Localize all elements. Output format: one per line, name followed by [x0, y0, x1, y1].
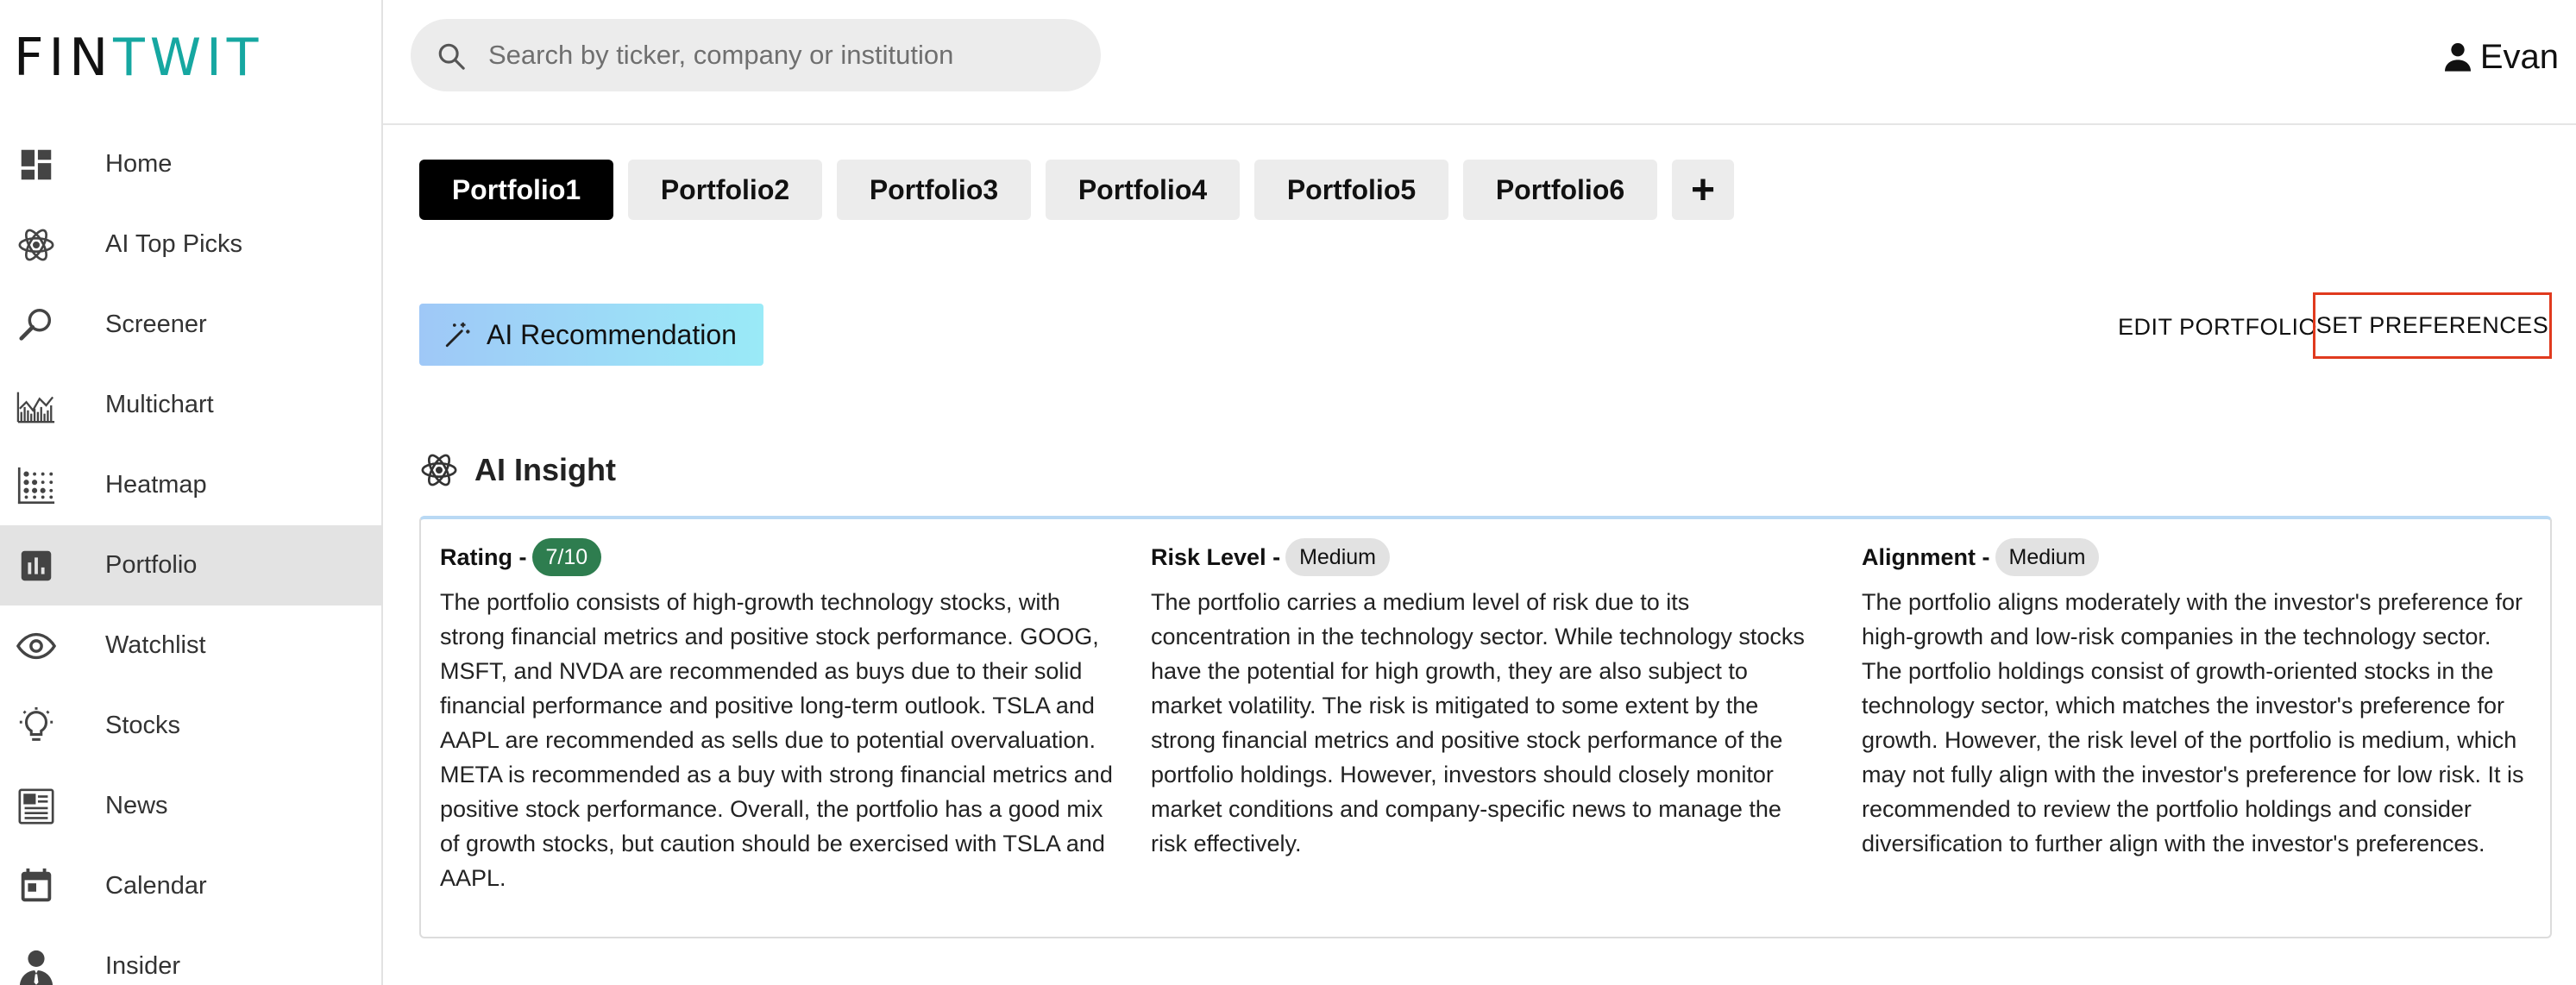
- alignment-header: [1862, 536, 2535, 578]
- tab-portfolio1[interactable]: Portfolio1: [419, 160, 613, 220]
- sidebar-item-news[interactable]: [0, 766, 381, 846]
- magic-wand-icon: [443, 320, 473, 349]
- risk-header: [1151, 536, 1824, 578]
- alignment-column: [1862, 536, 2535, 861]
- tab-portfolio4[interactable]: Portfolio4: [1046, 160, 1240, 220]
- rating-badge: 7/10: [532, 538, 602, 576]
- rating-column: [440, 536, 1113, 895]
- sidebar-item-stocks[interactable]: [0, 686, 381, 766]
- bar-chart-icon: [16, 545, 57, 587]
- calendar-icon: [16, 866, 57, 907]
- logo-part-fin: FIN: [14, 28, 114, 88]
- magnifier-icon: [16, 304, 57, 346]
- rating-text: The portfolio consists of high-growth technology stocks, with strong financial metrics and positive stock performance. GOOG, MSFT, and NVDA are recommended as buys due to their solid financial performance and positive long-term outlook. TSLA and AAPL are recommended as sells due to potential overvaluation. META is recommended as a buy with strong financial metrics and positive stock performance. Overall, the portfolio has a good mix of growth stocks, but caution should be exercised with TSLA and AAPL.: [440, 589, 1113, 891]
- ai-recommendation-label: AI Recommendation: [487, 318, 737, 350]
- dashboard-icon: [16, 144, 57, 185]
- search-icon: [437, 41, 466, 71]
- alignment-text: The portfolio aligns moderately with the investor's preference for high-growth and low-risk companies in the technology sector. The portfolio holdings consist of growth-oriented stocks in the technology sector, which matches the investor's preference for growth. However, the risk level of the portfolio is medium, which may not fully align with the investor's preference for low risk. It is recommended to review the portfolio holdings and consider diversification to further align with the investor's preferences.: [1862, 589, 2524, 856]
- alignment-label: Alignment -: [1862, 543, 1990, 570]
- multichart-icon: [16, 385, 57, 426]
- sidebar-item-label: Stocks: [105, 712, 181, 739]
- rating-header: [440, 536, 1113, 578]
- sidebar-item-multichart[interactable]: [0, 365, 381, 445]
- atom-icon: [419, 450, 459, 490]
- sidebar-item-label: Heatmap: [105, 471, 207, 499]
- sidebar-item-label: Portfolio: [105, 551, 198, 579]
- sidebar-item-insider[interactable]: [0, 926, 381, 985]
- sidebar: [0, 0, 383, 985]
- set-preferences-button[interactable]: SET PREFERENCES: [2313, 292, 2552, 359]
- sidebar-item-label: Insider: [105, 952, 181, 980]
- search-input[interactable]: [488, 19, 1075, 91]
- sidebar-item-label: Calendar: [105, 872, 207, 900]
- logo-part-twit: TWIT: [113, 28, 264, 88]
- tab-portfolio5[interactable]: Portfolio5: [1254, 160, 1448, 220]
- sidebar-item-label: Home: [105, 150, 173, 178]
- user-menu[interactable]: [2441, 35, 2559, 79]
- risk-column: [1151, 536, 1824, 861]
- rating-label: Rating -: [440, 543, 527, 570]
- sidebar-item-label: AI Top Picks: [105, 230, 243, 258]
- sidebar-nav: [0, 124, 381, 985]
- sidebar-item-calendar[interactable]: [0, 846, 381, 926]
- sidebar-item-ai-top-picks[interactable]: [0, 204, 381, 285]
- risk-badge: Medium: [1285, 538, 1390, 576]
- sidebar-item-label: Watchlist: [105, 631, 206, 659]
- ai-recommendation-button[interactable]: [419, 304, 763, 366]
- sidebar-item-heatmap[interactable]: [0, 445, 381, 525]
- tab-portfolio6[interactable]: Portfolio6: [1463, 160, 1657, 220]
- user-icon: [2441, 40, 2475, 74]
- sidebar-item-portfolio[interactable]: [0, 525, 381, 605]
- risk-text: The portfolio carries a medium level of risk due to its concentration in the technology sector. While technology stocks have the potential for high growth, they are also subject to market volatility. The risk is mitigated to some extent by the strong financial metrics and positive stock performance of the portfolio holdings. However, investors should closely monitor market conditions and company-specific news to manage the risk effectively.: [1151, 589, 1805, 856]
- newspaper-icon: [16, 786, 57, 827]
- sidebar-item-watchlist[interactable]: [0, 605, 381, 686]
- atom-icon: [16, 224, 57, 266]
- portfolio-tabs: [419, 160, 1734, 220]
- sidebar-item-label: Screener: [105, 311, 207, 338]
- top-bar: [383, 0, 2576, 125]
- user-name: Evan: [2479, 37, 2559, 76]
- search-bar[interactable]: [411, 19, 1101, 91]
- lightbulb-icon: [16, 706, 57, 747]
- heatmap-icon: [16, 465, 57, 506]
- eye-icon: [16, 625, 57, 667]
- tab-portfolio2[interactable]: Portfolio2: [628, 160, 822, 220]
- fintwit-logo[interactable]: [14, 28, 264, 88]
- sidebar-item-screener[interactable]: [0, 285, 381, 365]
- person-icon: [16, 946, 57, 985]
- tab-portfolio3[interactable]: Portfolio3: [837, 160, 1031, 220]
- sidebar-item-home[interactable]: [0, 124, 381, 204]
- sidebar-item-label: News: [105, 792, 168, 819]
- ai-insight-card: [419, 516, 2552, 938]
- add-portfolio-button[interactable]: +: [1672, 160, 1734, 220]
- alignment-badge: Medium: [1995, 538, 2100, 576]
- edit-portfolio-button[interactable]: EDIT PORTFOLIO: [2118, 314, 2318, 340]
- risk-label: Risk Level -: [1151, 543, 1281, 570]
- sidebar-item-label: Multichart: [105, 391, 214, 418]
- ai-insight-title: AI Insight: [474, 452, 616, 487]
- ai-insight-header: [419, 449, 616, 492]
